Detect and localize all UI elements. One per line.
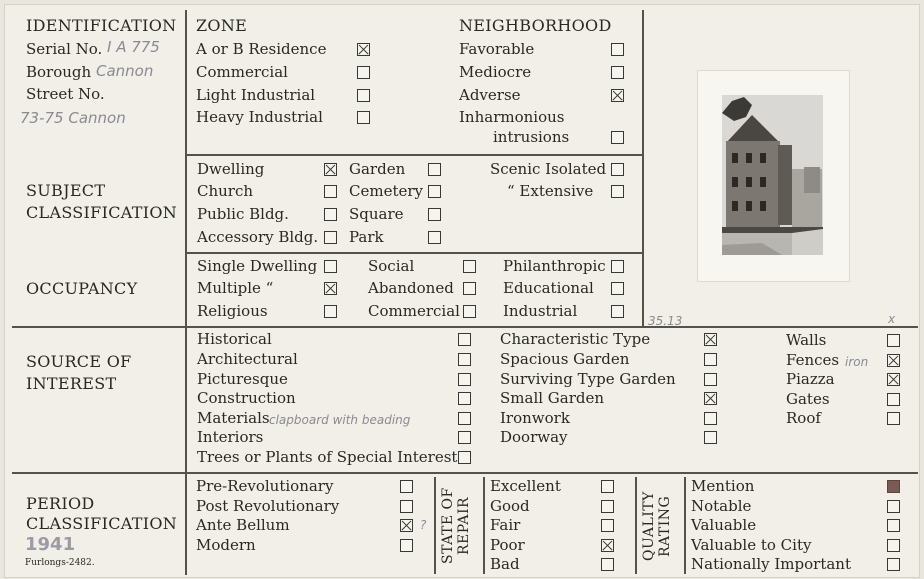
subject-item: Garden bbox=[349, 160, 406, 178]
subject-item: Park bbox=[349, 228, 384, 246]
divider bbox=[185, 10, 187, 575]
period-item: Pre-Revolutionary bbox=[196, 477, 334, 495]
zone-item: Heavy Industrial bbox=[196, 108, 323, 126]
checkbox bbox=[611, 43, 624, 56]
checkbox bbox=[458, 451, 471, 464]
checkbox-filled bbox=[887, 480, 900, 493]
checkbox-checked bbox=[887, 354, 900, 367]
checkbox bbox=[458, 333, 471, 346]
occupancy-item: Multiple “ bbox=[197, 279, 274, 297]
checkbox bbox=[611, 282, 624, 295]
source-item: Trees or Plants of Special Interest bbox=[197, 448, 458, 466]
checkbox bbox=[704, 353, 717, 366]
street-value: 73-75 Cannon bbox=[20, 109, 126, 127]
neighborhood-item: Mediocre bbox=[459, 63, 532, 81]
source-item: Walls bbox=[786, 331, 827, 349]
checkbox bbox=[428, 231, 441, 244]
source-item: Historical bbox=[197, 330, 272, 348]
source-item: Characteristic Type bbox=[500, 330, 651, 348]
quality-item: Nationally Important bbox=[691, 555, 851, 573]
checkbox bbox=[704, 431, 717, 444]
checkbox bbox=[324, 305, 337, 318]
repair-item: Poor bbox=[490, 536, 525, 554]
checkbox bbox=[458, 392, 471, 405]
occupancy-item: Educational bbox=[503, 279, 594, 297]
source-item: Fences bbox=[786, 351, 840, 369]
checkbox-checked bbox=[887, 373, 900, 386]
fences-note: iron bbox=[845, 355, 869, 369]
checkbox bbox=[887, 558, 900, 571]
divider bbox=[635, 477, 637, 574]
source-item: Spacious Garden bbox=[500, 350, 630, 368]
subject-item: Scenic Isolated bbox=[490, 160, 607, 178]
divider bbox=[12, 472, 918, 474]
period-header: PERIOD bbox=[26, 494, 95, 513]
source-item: Construction bbox=[197, 389, 296, 407]
checkbox-checked bbox=[324, 282, 337, 295]
ante-bellum-note: ? bbox=[420, 518, 427, 532]
subject-header: CLASSIFICATION bbox=[26, 203, 178, 222]
subject-item: Church bbox=[197, 182, 254, 200]
checkbox-checked bbox=[400, 519, 413, 532]
neighborhood-item: intrusions bbox=[493, 128, 570, 146]
checkbox bbox=[324, 231, 337, 244]
neighborhood-item: Inharmonious bbox=[459, 108, 565, 126]
neighborhood-item: Favorable bbox=[459, 40, 535, 58]
checkbox bbox=[887, 519, 900, 532]
identification-header: IDENTIFICATION bbox=[26, 16, 177, 35]
period-header: CLASSIFICATION bbox=[26, 514, 178, 533]
source-item: Interiors bbox=[197, 428, 264, 446]
checkbox bbox=[601, 558, 614, 571]
occupancy-item: Religious bbox=[197, 302, 268, 320]
serial-value: I A 775 bbox=[107, 38, 160, 56]
divider bbox=[12, 326, 918, 328]
checkbox bbox=[357, 66, 370, 79]
checkbox bbox=[428, 208, 441, 221]
period-item: Modern bbox=[196, 536, 256, 554]
checkbox bbox=[704, 373, 717, 386]
checkbox bbox=[887, 334, 900, 347]
source-item: Doorway bbox=[500, 428, 568, 446]
occupancy-item: Commercial bbox=[368, 302, 460, 320]
checkbox bbox=[400, 500, 413, 513]
subject-header: SUBJECT bbox=[26, 181, 106, 200]
divider bbox=[186, 154, 643, 156]
repair-header: STATE OF REPAIR bbox=[440, 487, 472, 565]
period-item: Ante Bellum bbox=[196, 516, 290, 534]
zone-header: ZONE bbox=[196, 16, 248, 35]
source-item: Small Garden bbox=[500, 389, 605, 407]
checkbox-checked bbox=[357, 43, 370, 56]
subject-item: Cemetery bbox=[349, 182, 424, 200]
checkbox bbox=[611, 260, 624, 273]
year-stamp: 1941 bbox=[25, 534, 76, 555]
source-item: Picturesque bbox=[197, 370, 288, 388]
divider bbox=[186, 252, 643, 254]
corner-mark: x bbox=[888, 312, 896, 326]
checkbox bbox=[400, 539, 413, 552]
source-item: Materials bbox=[197, 409, 270, 427]
source-item: Gates bbox=[786, 390, 830, 408]
subject-item: Accessory Bldg. bbox=[197, 228, 319, 246]
period-item: Post Revolutionary bbox=[196, 497, 340, 515]
subject-item: Public Bldg. bbox=[197, 205, 289, 223]
checkbox bbox=[601, 480, 614, 493]
repair-item: Excellent bbox=[490, 477, 561, 495]
checkbox bbox=[458, 353, 471, 366]
subject-item: “ Extensive bbox=[507, 182, 594, 200]
occupancy-item: Single Dwelling bbox=[197, 257, 318, 275]
printer-mark: Furlongs-2482. bbox=[25, 558, 95, 568]
materials-note: clapboard with beading bbox=[269, 413, 411, 427]
borough-label: Borough bbox=[26, 63, 92, 81]
occupancy-header: OCCUPANCY bbox=[26, 279, 138, 298]
checkbox bbox=[611, 305, 624, 318]
checkbox bbox=[324, 185, 337, 198]
checkbox bbox=[458, 412, 471, 425]
quality-item: Valuable bbox=[691, 516, 757, 534]
checkbox bbox=[887, 500, 900, 513]
divider bbox=[483, 477, 485, 574]
occupancy-item: Abandoned bbox=[368, 279, 454, 297]
divider bbox=[642, 10, 644, 327]
checkbox bbox=[428, 185, 441, 198]
checkbox-checked bbox=[704, 333, 717, 346]
source-item: Piazza bbox=[786, 370, 835, 388]
checkbox bbox=[458, 431, 471, 444]
checkbox bbox=[601, 519, 614, 532]
borough-value: Cannon bbox=[96, 62, 154, 80]
serial-label: Serial No. bbox=[26, 40, 103, 58]
checkbox bbox=[887, 393, 900, 406]
repair-item: Bad bbox=[490, 555, 520, 573]
checkbox bbox=[357, 111, 370, 124]
source-header: SOURCE OF bbox=[26, 352, 132, 371]
source-item: Ironwork bbox=[500, 409, 570, 427]
source-header: INTEREST bbox=[26, 374, 117, 393]
photo-note: 35.13 bbox=[648, 314, 683, 328]
neighborhood-header: NEIGHBORHOOD bbox=[459, 16, 612, 35]
checkbox-checked bbox=[704, 392, 717, 405]
checkbox bbox=[611, 131, 624, 144]
checkbox bbox=[463, 282, 476, 295]
checkbox bbox=[611, 163, 624, 176]
subject-item: Square bbox=[349, 205, 404, 223]
checkbox-checked bbox=[611, 89, 624, 102]
zone-item: Light Industrial bbox=[196, 86, 316, 104]
checkbox-checked bbox=[324, 163, 337, 176]
checkbox bbox=[611, 185, 624, 198]
checkbox bbox=[704, 412, 717, 425]
quality-item: Valuable to City bbox=[691, 536, 812, 554]
checkbox bbox=[611, 66, 624, 79]
checkbox bbox=[324, 208, 337, 221]
subject-item: Dwelling bbox=[197, 160, 265, 178]
checkbox bbox=[887, 412, 900, 425]
checkbox bbox=[601, 500, 614, 513]
occupancy-item: Philanthropic bbox=[503, 257, 606, 275]
quality-item: Mention bbox=[691, 477, 755, 495]
divider bbox=[434, 477, 436, 574]
checkbox-checked bbox=[601, 539, 614, 552]
checkbox bbox=[463, 260, 476, 273]
zone-item: A or B Residence bbox=[196, 40, 327, 58]
checkbox bbox=[357, 89, 370, 102]
quality-item: Notable bbox=[691, 497, 752, 515]
checkbox bbox=[887, 539, 900, 552]
quality-header: QUALITY RATING bbox=[641, 491, 673, 561]
divider bbox=[684, 477, 686, 574]
neighborhood-item: Adverse bbox=[459, 86, 521, 104]
zone-item: Commercial bbox=[196, 63, 288, 81]
checkbox bbox=[400, 480, 413, 493]
checkbox bbox=[458, 373, 471, 386]
occupancy-item: Industrial bbox=[503, 302, 578, 320]
checkbox bbox=[463, 305, 476, 318]
street-label: Street No. bbox=[26, 85, 105, 103]
repair-item: Good bbox=[490, 497, 530, 515]
source-item: Roof bbox=[786, 409, 821, 427]
occupancy-item: Social bbox=[368, 257, 415, 275]
repair-item: Fair bbox=[490, 516, 521, 534]
building-photo bbox=[722, 95, 823, 255]
source-item: Surviving Type Garden bbox=[500, 370, 676, 388]
checkbox bbox=[428, 163, 441, 176]
source-item: Architectural bbox=[197, 350, 298, 368]
checkbox bbox=[324, 260, 337, 273]
